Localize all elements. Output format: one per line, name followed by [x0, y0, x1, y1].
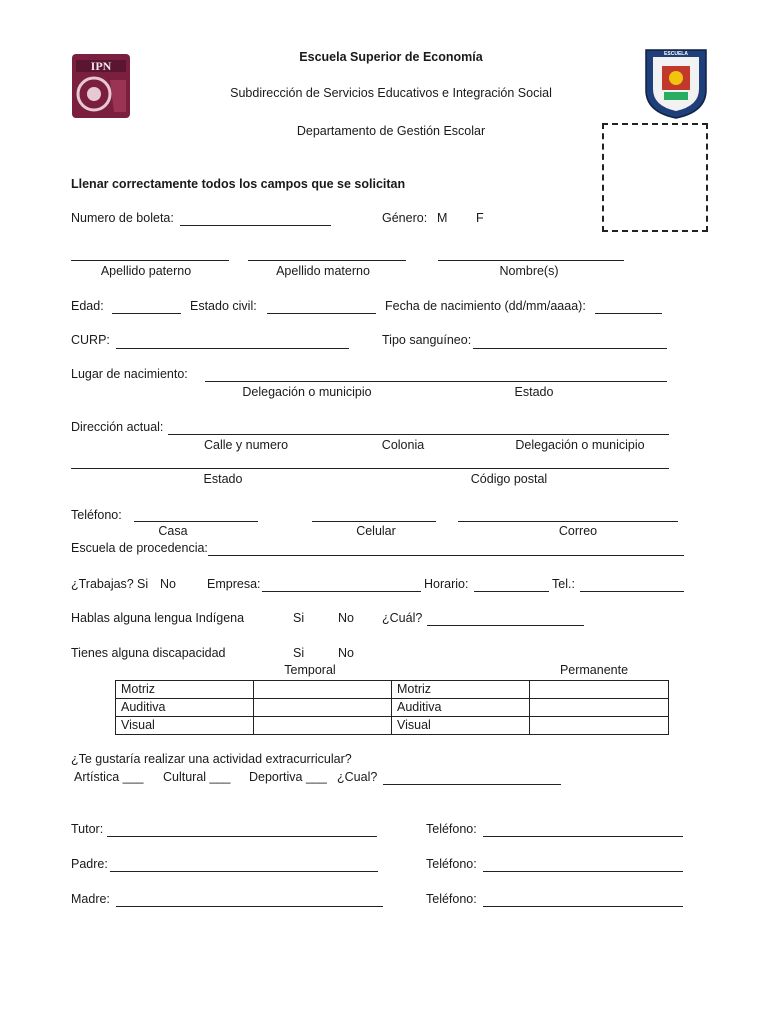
lengua-label: Hablas alguna lengua Indígena	[71, 611, 245, 625]
casa-label: Casa	[158, 524, 188, 538]
direccion-field-2[interactable]	[71, 468, 669, 469]
apellido-paterno-label: Apellido paterno	[100, 264, 192, 278]
padre-field[interactable]	[110, 871, 378, 872]
direccion-label: Dirección actual:	[71, 420, 164, 434]
trabajas-no-option[interactable]: No	[160, 577, 176, 591]
subdireccion-title: Subdirección de Servicios Educativos e Integración Social	[230, 86, 552, 100]
boleta-field[interactable]	[180, 225, 331, 226]
empresa-field[interactable]	[262, 591, 421, 592]
correo-label: Correo	[558, 524, 598, 538]
temporal-visual-label: Visual	[116, 717, 254, 735]
escuela-procedencia-label: Escuela de procedencia:	[71, 541, 208, 555]
correo-field[interactable]	[458, 521, 678, 522]
padre-label: Padre:	[71, 857, 108, 871]
permanente-auditiva-cell[interactable]	[530, 699, 669, 717]
trabajas-label: ¿Trabajas?	[71, 577, 134, 591]
permanente-header: Permanente	[559, 663, 629, 677]
apellido-materno-label: Apellido materno	[276, 264, 370, 278]
table-row	[116, 681, 669, 699]
nombre-label: Nombre(s)	[499, 264, 559, 278]
genero-m-option[interactable]: M	[437, 211, 448, 225]
temporal-auditiva-cell[interactable]	[254, 699, 392, 717]
escuela-procedencia-field[interactable]	[208, 555, 684, 556]
fecha-nacimiento-field[interactable]	[595, 313, 662, 314]
extracurricular-question: ¿Te gustaría realizar una actividad extracurricular?	[71, 752, 352, 766]
empresa-label: Empresa:	[207, 577, 261, 591]
lugar-delegacion-label: Delegación o municipio	[242, 385, 372, 399]
discapacidad-table	[115, 680, 669, 735]
colonia-label: Colonia	[381, 438, 425, 452]
discapacidad-label: Tienes alguna discapacidad	[71, 646, 226, 660]
permanente-motriz-cell[interactable]	[530, 681, 669, 699]
instruction-text: Llenar correctamente todos los campos que se solicitan	[71, 177, 406, 191]
photo-box	[602, 123, 708, 232]
tel-label: Tel.:	[552, 577, 575, 591]
table-row	[116, 699, 669, 717]
artistica-option[interactable]: Artística ___	[74, 770, 144, 784]
lengua-cual-field[interactable]	[427, 625, 584, 626]
codigo-postal-label: Código postal	[470, 472, 548, 486]
apellido-paterno-field[interactable]	[71, 260, 229, 261]
edad-field[interactable]	[112, 313, 181, 314]
genero-label: Género:	[382, 211, 428, 225]
permanente-visual-cell[interactable]	[530, 717, 669, 735]
temporal-motriz-cell[interactable]	[254, 681, 392, 699]
lugar-nacimiento-label: Lugar de nacimiento:	[71, 367, 188, 381]
genero-f-option[interactable]: F	[476, 211, 484, 225]
madre-telefono-label: Teléfono:	[426, 892, 477, 906]
direccion-field[interactable]	[168, 434, 669, 435]
madre-field[interactable]	[116, 906, 383, 907]
madre-label: Madre:	[71, 892, 110, 906]
temporal-visual-cell[interactable]	[254, 717, 392, 735]
telefono-label: Teléfono:	[71, 508, 122, 522]
telefono-celular-field[interactable]	[312, 521, 436, 522]
tipo-sanguineo-label: Tipo sanguíneo:	[382, 333, 472, 347]
discapacidad-si-option[interactable]: Si	[293, 646, 305, 660]
lengua-si-option[interactable]: Si	[293, 611, 305, 625]
permanente-visual-label: Visual	[392, 717, 530, 735]
madre-telefono-field[interactable]	[483, 906, 683, 907]
curp-field[interactable]	[116, 348, 349, 349]
ese-logo	[640, 44, 712, 120]
departamento-title: Departamento de Gestión Escolar	[296, 124, 486, 138]
school-title: Escuela Superior de Economía	[299, 50, 483, 64]
horario-field[interactable]	[474, 591, 549, 592]
discapacidad-no-option[interactable]: No	[338, 646, 354, 660]
edad-label: Edad:	[71, 299, 104, 313]
estado-civil-field[interactable]	[267, 313, 376, 314]
padre-telefono-field[interactable]	[483, 871, 683, 872]
nombre-field[interactable]	[438, 260, 624, 261]
apellido-materno-field[interactable]	[248, 260, 406, 261]
ipn-logo	[70, 50, 132, 122]
dir-delegacion-label: Delegación o municipio	[515, 438, 645, 452]
cual2-label: ¿Cual?	[337, 770, 378, 784]
tutor-telefono-label: Teléfono:	[426, 822, 477, 836]
lugar-nacimiento-field[interactable]	[205, 381, 667, 382]
horario-label: Horario:	[424, 577, 469, 591]
padre-telefono-label: Teléfono:	[426, 857, 477, 871]
fecha-nacimiento-label: Fecha de nacimiento (dd/mm/aaaa):	[385, 299, 586, 313]
svg-text:ESCUELA: ESCUELA	[664, 51, 688, 57]
svg-text:IPN: IPN	[90, 59, 112, 73]
cual-label: ¿Cuál?	[382, 611, 423, 625]
lugar-estado-label: Estado	[514, 385, 554, 399]
boleta-label: Numero de boleta:	[71, 211, 174, 225]
temporal-header: Temporal	[284, 663, 336, 677]
tel-field[interactable]	[580, 591, 684, 592]
tipo-sanguineo-field[interactable]	[473, 348, 667, 349]
curp-label: CURP:	[71, 333, 110, 347]
dir-estado-label: Estado	[203, 472, 243, 486]
tutor-field[interactable]	[107, 836, 377, 837]
temporal-motriz-label: Motriz	[116, 681, 254, 699]
actividad-cual-field[interactable]	[383, 784, 561, 785]
estado-civil-label: Estado civil:	[190, 299, 257, 313]
calle-label: Calle y numero	[203, 438, 289, 452]
tutor-label: Tutor:	[71, 822, 104, 836]
trabajas-si-option[interactable]: Si	[137, 577, 149, 591]
telefono-casa-field[interactable]	[134, 521, 258, 522]
lengua-no-option[interactable]: No	[338, 611, 354, 625]
tutor-telefono-field[interactable]	[483, 836, 683, 837]
permanente-auditiva-label: Auditiva	[392, 699, 530, 717]
temporal-auditiva-label: Auditiva	[116, 699, 254, 717]
deportiva-option[interactable]: Deportiva ___	[249, 770, 327, 784]
cultural-option[interactable]: Cultural ___	[163, 770, 231, 784]
celular-label: Celular	[356, 524, 396, 538]
permanente-motriz-label: Motriz	[392, 681, 530, 699]
table-row	[116, 717, 669, 735]
